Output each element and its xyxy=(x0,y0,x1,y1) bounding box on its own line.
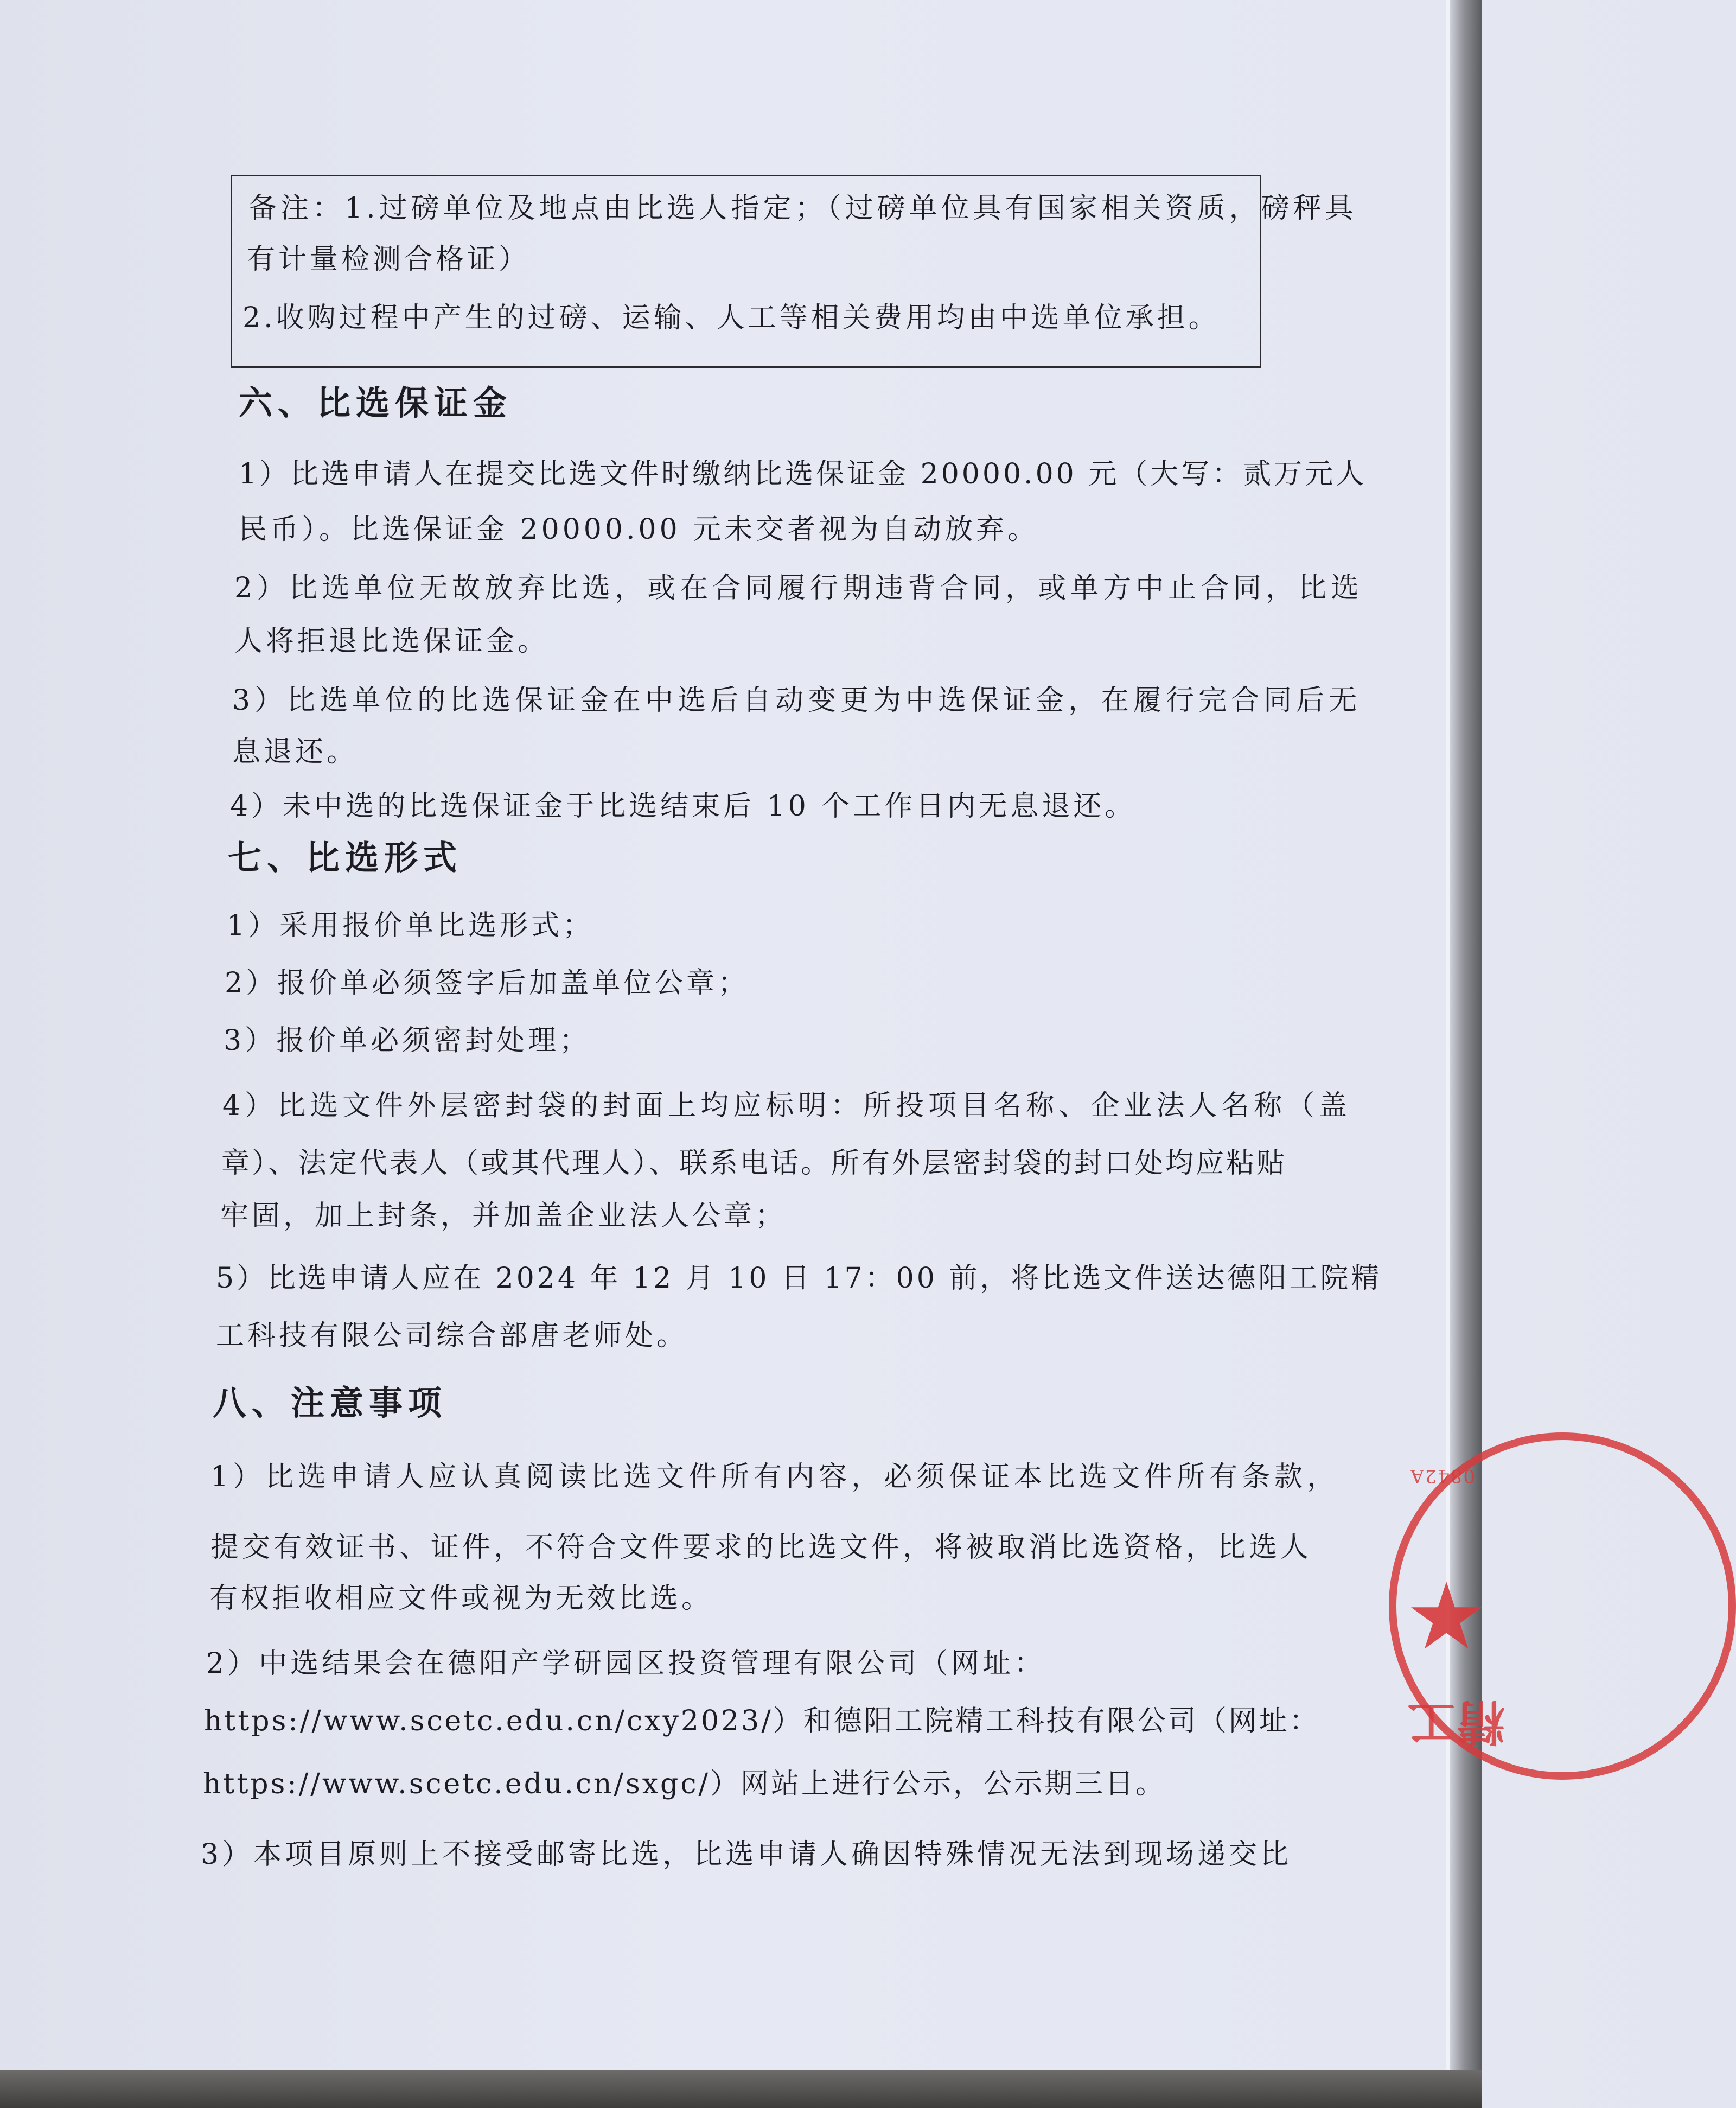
section-7-line: 章）、法定代表人（或其代理人）、联系电话。所有外层密封袋的封口处均应粘贴 xyxy=(221,1147,1287,1180)
section-7-line: 工科技有限公司综合部唐老师处。 xyxy=(216,1320,688,1352)
section-8-title: 八、注意事项 xyxy=(213,1383,448,1423)
section-6-line: 3）比选单位的比选保证金在中选后自动变更为中选保证金，在履行完合同后无 xyxy=(232,684,1362,717)
company-seal xyxy=(1367,1432,1505,1812)
section-8-line: https://www.scetc.edu.cn/cxy2023/）和德阳工院精工科技有限公司（网址： xyxy=(204,1705,1320,1737)
section-8-line: https://www.scetc.edu.cn/sxgc/）网站上进行公示，公示期三日。 xyxy=(203,1768,1166,1800)
note-line-1: 备注：1.过磅单位及地点由比选人指定；（过磅单位具有国家相关资质，磅秤具 xyxy=(248,192,1357,225)
section-7-line: 5）比选申请人应在 2024 年 12 月 10 日 17：00 前，将比选文件送达德阳工院精 xyxy=(216,1262,1382,1295)
section-8-line: 提交有效证书、证件，不符合文件要求的比选文件，将被取消比选资格，比选人 xyxy=(210,1531,1312,1564)
section-8-line: 2）中选结果会在德阳产学研园区投资管理有限公司（网址： xyxy=(206,1647,1046,1680)
section-6-line: 1）比选申请人在提交比选文件时缴纳比选保证金 20000.00 元（大写：贰万元人 xyxy=(239,458,1367,491)
section-8-line: 3）本项目原则上不接受邮寄比选，比选申请人确因特殊情况无法到现场递交比 xyxy=(201,1838,1292,1871)
section-6-line: 2）比选单位无故放弃比选，或在合同履行期违背合同，或单方中止合同，比选 xyxy=(234,572,1364,604)
section-7-line: 1）采用报价单比选形式； xyxy=(227,909,595,942)
note-line-3: 2.收购过程中产生的过磅、运输、人工等相关费用均由中选单位承担。 xyxy=(242,302,1220,334)
section-6-line: 人将拒退比选保证金。 xyxy=(234,625,550,658)
section-8-line: 1）比选申请人应认真阅读比选文件所有内容，必须保证本比选文件所有条款， xyxy=(210,1461,1340,1493)
section-8-line: 有权拒收相应文件或视为无效比选。 xyxy=(209,1582,713,1615)
note-line-2: 有计量检测合格证） xyxy=(247,243,531,276)
section-7-line: 4）比选文件外层密封袋的封面上均应标明：所投项目名称、企业法人名称（盖 xyxy=(222,1090,1352,1122)
section-7-title: 七、比选形式 xyxy=(228,838,463,877)
background-ground xyxy=(0,2070,1482,2108)
section-7-line: 3）报价单必须密封处理； xyxy=(224,1024,591,1057)
seal-code: 0842A xyxy=(1409,1465,1476,1487)
seal-text: 精工 xyxy=(1405,1694,1505,1750)
section-7-line: 2）报价单必须签字后加盖单位公章； xyxy=(225,967,750,999)
section-6-line: 4）未中选的比选保证金于比选结束后 10 个工作日内无息退还。 xyxy=(230,790,1137,823)
section-7-line: 牢固，加上封条，并加盖企业法人公章； xyxy=(220,1200,787,1232)
section-6-title: 六、比选保证金 xyxy=(239,383,513,423)
section-6-line: 息退还。 xyxy=(232,736,359,768)
section-6-line: 民币）。比选保证金 20000.00 元未交者视为自动放弃。 xyxy=(239,513,1039,546)
seal-star-icon: ★ xyxy=(1405,1563,1488,1671)
